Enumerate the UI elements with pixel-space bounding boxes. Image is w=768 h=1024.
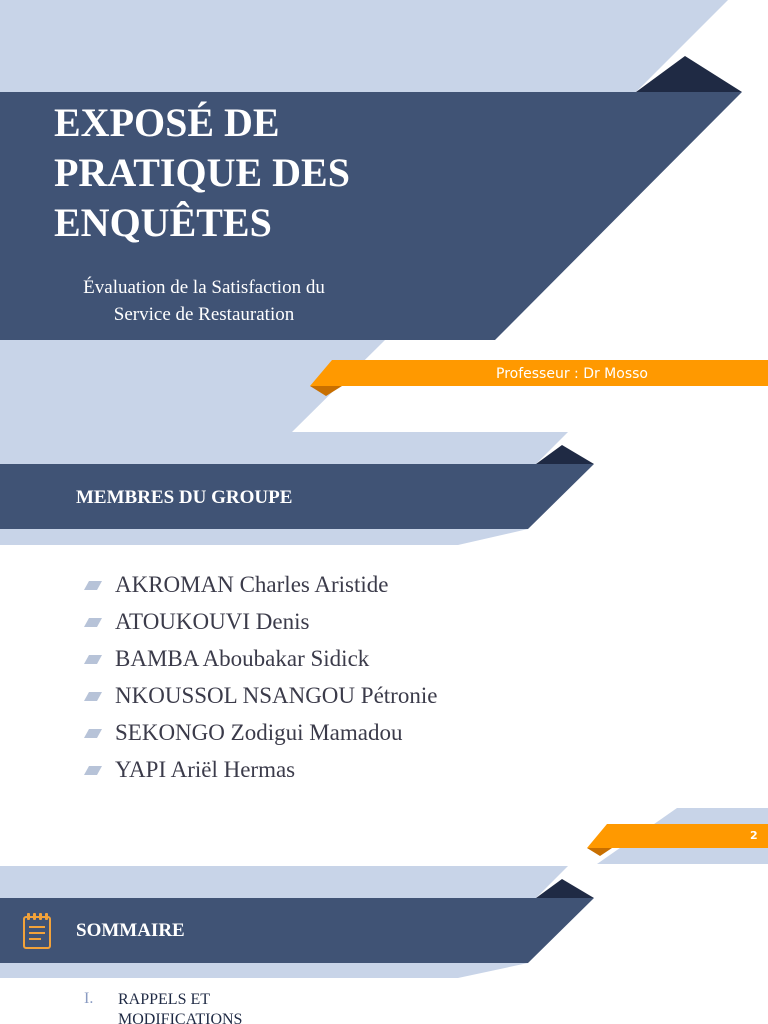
page-number: 2 bbox=[750, 829, 758, 842]
title-line-2: PRATIQUE DES bbox=[54, 150, 350, 195]
parallelogram-bullet-icon bbox=[84, 766, 102, 775]
member-name: ATOUKOUVI Denis bbox=[115, 609, 310, 634]
list-item bbox=[84, 607, 437, 644]
list-item bbox=[84, 570, 437, 607]
presentation-title bbox=[54, 98, 350, 248]
summary-slide-background bbox=[0, 866, 768, 1024]
member-name: AKROMAN Charles Aristide bbox=[115, 572, 389, 597]
member-name: NKOUSSOL NSANGOU Pétronie bbox=[115, 683, 438, 708]
light-blue-top-band bbox=[0, 866, 568, 898]
subtitle-line-1: Évaluation de la Satisfaction du bbox=[83, 277, 325, 298]
light-blue-top-band bbox=[0, 432, 568, 464]
list-item bbox=[84, 755, 437, 792]
parallelogram-bullet-icon bbox=[84, 692, 102, 701]
title-slide bbox=[0, 0, 768, 432]
subtitle-line-2: Service de Restauration bbox=[113, 304, 295, 325]
presentation-subtitle bbox=[54, 274, 354, 328]
members-slide bbox=[0, 432, 768, 866]
light-blue-top-band bbox=[0, 0, 728, 92]
title-line-1: EXPOSÉ DE bbox=[54, 100, 280, 145]
parallelogram-bullet-icon bbox=[84, 729, 102, 738]
orange-page-ribbon bbox=[587, 824, 768, 848]
parallelogram-bullet-icon bbox=[84, 618, 102, 627]
list-item bbox=[84, 681, 437, 718]
members-title: MEMBRES DU GROUPE bbox=[76, 487, 293, 508]
list-item bbox=[84, 718, 437, 755]
parallelogram-bullet-icon bbox=[84, 581, 102, 590]
professor-label: Professeur : Dr Mosso bbox=[496, 366, 648, 382]
orange-ribbon-fold bbox=[587, 848, 612, 856]
member-name: SEKONGO Zodigui Mamadou bbox=[115, 720, 403, 745]
notepad-icon bbox=[22, 912, 52, 950]
list-item bbox=[84, 644, 437, 681]
toc-item-number: I. bbox=[84, 990, 94, 1007]
member-name: BAMBA Aboubakar Sidick bbox=[115, 646, 370, 671]
summary-title: SOMMAIRE bbox=[76, 920, 185, 941]
light-blue-under-band bbox=[0, 963, 528, 978]
member-name: YAPI Ariël Hermas bbox=[115, 757, 296, 782]
parallelogram-bullet-icon bbox=[84, 655, 102, 664]
light-blue-under-band bbox=[0, 529, 528, 545]
members-list bbox=[84, 570, 437, 792]
summary-slide bbox=[0, 866, 768, 1024]
toc-item-text: RAPPELS ET MODIFICATIONS bbox=[118, 991, 243, 1024]
title-line-3: ENQUÊTES bbox=[54, 200, 272, 245]
